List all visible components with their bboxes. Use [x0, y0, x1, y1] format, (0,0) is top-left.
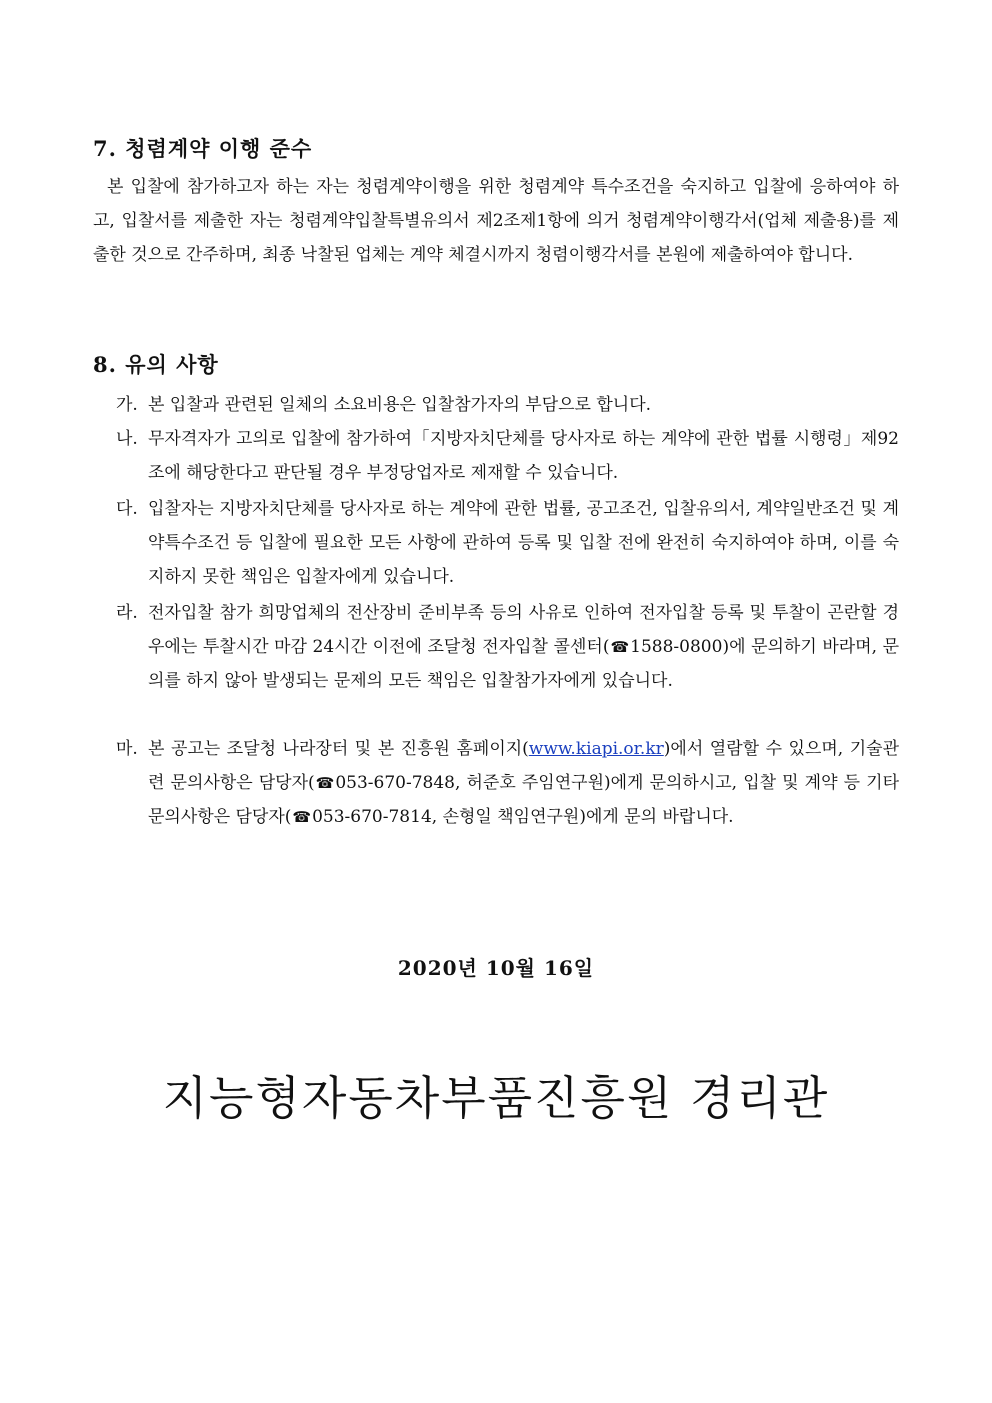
item-text: 입찰자는 지방자치단체를 당사자로 하는 계약에 관한 법률, 공고조건, 입찰유의서, 계약일반조건 및 계약특수조건 등 입찰에 필요한 모든 사항에 관하여 등록 및 입찰 전에 완전히 숙지하여야 하며, 이를 숙지하지 못한 책임은 입찰자에게 있습니다.: [148, 499, 899, 587]
item-marker: 나.: [116, 429, 138, 449]
notice-item-ma: [116, 732, 899, 834]
section-7-paragraph: 본 입찰에 참가하고자 하는 자는 청렴계약이행을 위한 청렴계약 특수조건을 숙지하고 입찰에 응하여야 하고, 입찰서를 제출한 자는 청렴계약입찰특별유의서 제2조제1항에 의거 청렴계약이행각서(업체 제출용)를 제출한 것으로 간주하며, 최종 낙찰된 업체는 계약 체결시까지 청렴이행각서를 본원에 제출하여야 합니다.: [93, 177, 899, 265]
telephone-icon: ☎: [292, 808, 312, 826]
section-8-title: 유의 사항: [125, 352, 219, 377]
notice-item-na: [116, 422, 899, 490]
section-7-title: 청렴계약 이행 준수: [125, 136, 313, 161]
item-text-part: , 손형일 책임연구원)에게 문의 바랍니다.: [431, 807, 734, 827]
notice-item-ga: [116, 388, 899, 422]
item-marker: 가.: [116, 395, 138, 415]
section-7-number: 7.: [93, 136, 117, 161]
section-8-heading: [93, 349, 219, 379]
item-marker: 마.: [116, 739, 138, 759]
item-marker: 라.: [116, 603, 138, 623]
item-text-part: )에서 열람할 수 있으며, 기술관련 문의사항은 담당자(: [148, 739, 899, 793]
telephone-icon: ☎: [610, 638, 630, 656]
section-7-heading: [93, 133, 312, 163]
item-text-part: , 허준호 주임연구원)에게 문의하시고, 입찰 및 계약 등 기타 문의사항은 담당자(: [148, 773, 899, 827]
notice-date: 2020년 10월 16일: [397, 956, 595, 980]
issuer-signature: 지능형자동차부품진흥원 경리관: [162, 1071, 830, 1125]
item-text-part: )에 문의하기 바라며, 문의를 하지 않아 발생되는 문제의 모든 책임은 입찰참가자에게 있습니다.: [148, 637, 900, 691]
item-text: [148, 732, 899, 834]
item-marker: 다.: [116, 499, 138, 519]
notice-item-da: [116, 492, 899, 594]
item-text-part: 전자입찰 참가 희망업체의 전산장비 준비부족 등의 사유로 인하여 전자입찰 등록 및 투찰이 곤란할 경우에는 투찰시간 마감 24시간 이전에 조달청 전자입찰 콜센터(: [148, 603, 899, 657]
telephone-icon: ☎: [315, 774, 335, 792]
item-text: 본 입찰과 관련된 일체의 소요비용은 입찰참가자의 부담으로 합니다.: [148, 395, 652, 415]
item-text-part: 본 공고는 조달청 나라장터 및 본 진흥원 홈페이지(: [148, 739, 529, 759]
item-text: 무자격자가 고의로 입찰에 참가하여「지방자치단체를 당사자로 하는 계약에 관한 법률 시행령」제92조에 해당한다고 판단될 경우 부정당업자로 제재할 수 있습니다.: [148, 429, 899, 483]
tech-contact-phone: 053-670-7848: [335, 773, 455, 793]
callcenter-phone-number: 1588-0800: [630, 637, 723, 657]
section-8-number: 8.: [93, 352, 117, 377]
item-text: [148, 596, 899, 698]
homepage-link[interactable]: www.kiapi.or.kr: [528, 739, 664, 759]
contract-contact-phone: 053-670-7814: [312, 807, 432, 827]
notice-item-ra: [116, 596, 899, 698]
